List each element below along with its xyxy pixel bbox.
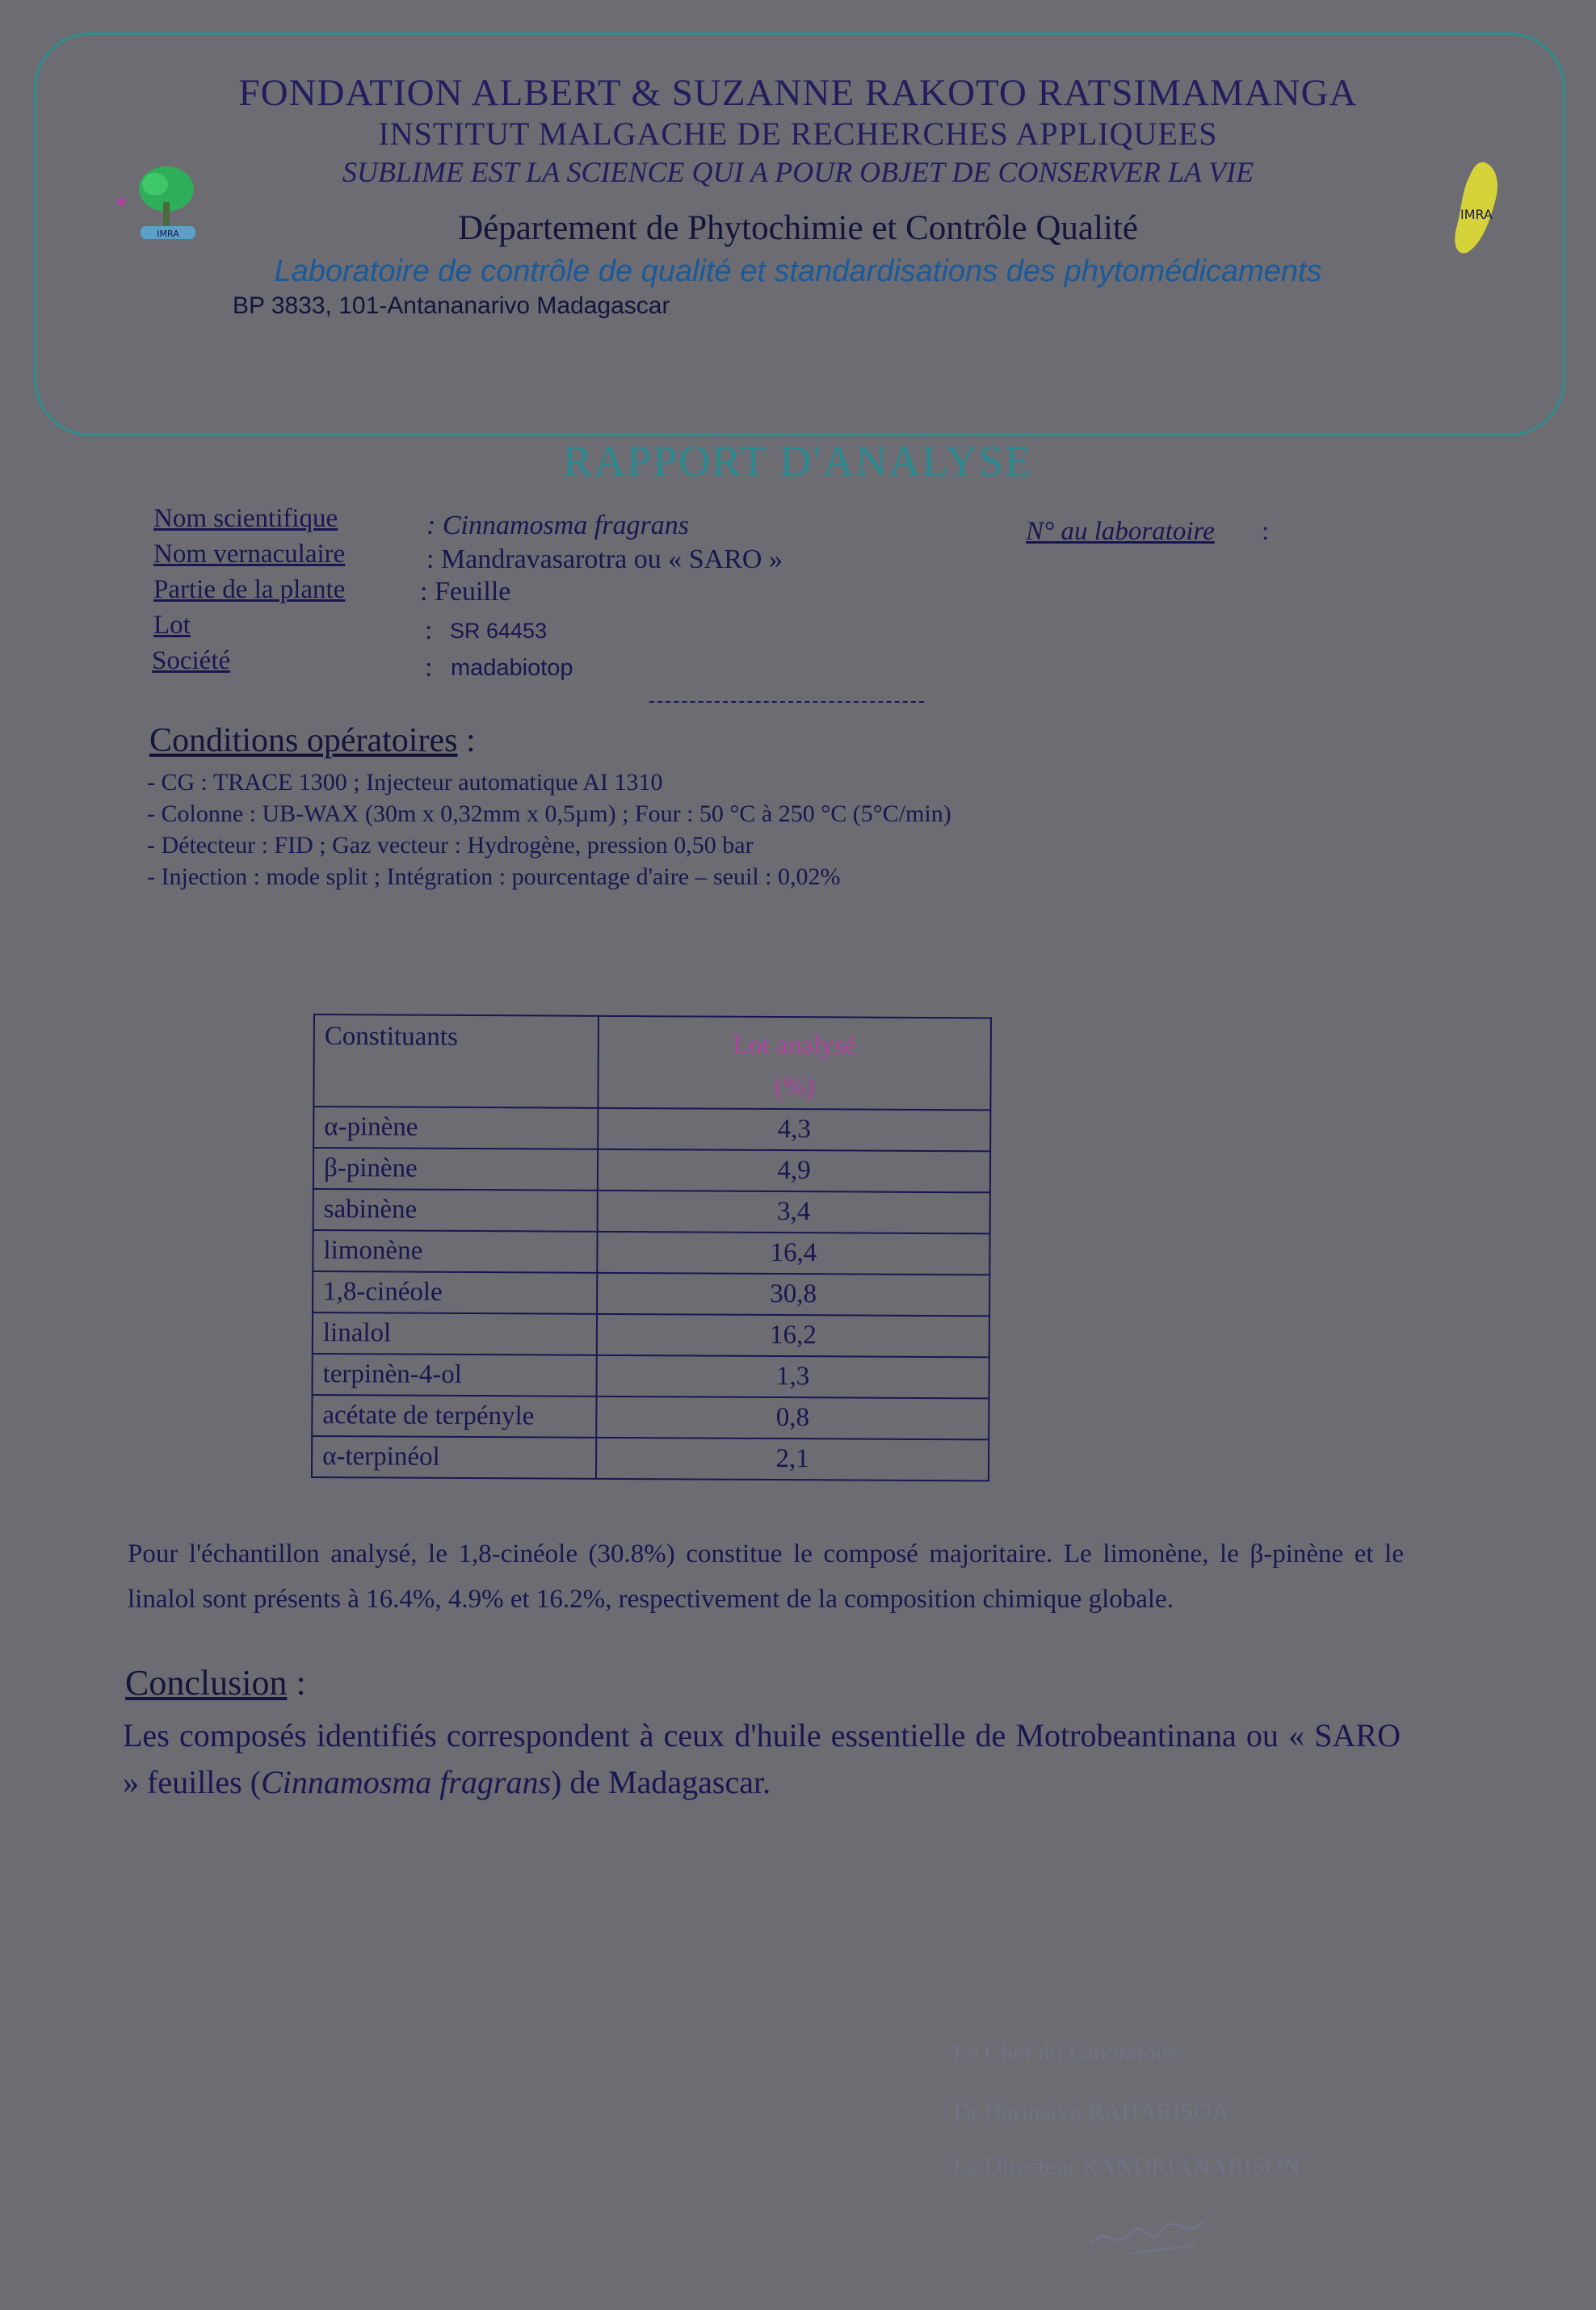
svg-text:IMRA: IMRA [1460,207,1493,222]
company-value: madabiotop [451,655,573,681]
department-name: Département de Phytochimie et Contrôle Qualité [458,209,1138,247]
constituent-name: α-pinène [313,1107,598,1149]
laboratory-name: Laboratoire de contrôle de qualité et standardisations des phytomédicaments [274,254,1322,288]
lot-colon: : [425,615,433,645]
conclusion-title [125,1662,306,1703]
column-header-lot [598,1016,991,1111]
company-colon: : [425,653,433,682]
svg-text:IMRA: IMRA [157,229,179,239]
report-title: RAPPORT D'ANALYSE [563,437,1033,485]
condition-line: - CG : TRACE 1300 ; Injecteur automatique AI 1310 [147,769,663,796]
signature-line: Le Chef du Laboratoire [953,2039,1182,2066]
plant-part-label: Partie de la plante [153,575,346,604]
conditions-title-colon: : [465,722,476,759]
conclusion-text-end: ) de Madagascar. [551,1764,771,1800]
constituent-name: limonène [313,1230,597,1273]
condition-line: - Détecteur : FID ; Gaz vecteur : Hydrogène, pression 0,50 bar [147,832,754,859]
table-row [313,1107,990,1151]
column-header-lot-unit: (%) [774,1072,815,1102]
scientific-name-value: : Cinnamosma fragrans [426,510,689,540]
column-header-constituents: Constituants [313,1014,598,1108]
constituent-value: 16,2 [597,1314,989,1358]
results-table [311,1014,992,1481]
lab-number-label: N° au laboratoire [1026,517,1215,546]
constituent-name: α-terpinéol [312,1436,596,1479]
conditions-title [149,721,476,760]
constituent-value: 16,4 [597,1232,989,1275]
constituent-value: 4,3 [598,1108,990,1152]
constituent-name: 1,8-cinéole [313,1271,597,1314]
table-row [313,1230,989,1275]
lot-label: Lot [153,611,191,640]
postal-address: BP 3833, 101-Antananarivo Madagascar [233,292,670,319]
constituent-value: 4,9 [598,1149,990,1193]
signature-line: Le Directeur RANDRIANARISON [953,2153,1300,2180]
table-row [313,1148,990,1192]
institute-motto: SUBLIME EST LA SCIENCE QUI A POUR OBJET DE CONSERVER LA VIE [342,156,1254,188]
plant-part-value: : Feuille [420,577,511,607]
table-row [312,1436,989,1480]
conclusion-text [123,1712,1401,1806]
vernacular-name-label: Nom vernaculaire [153,540,346,569]
table-row [312,1395,989,1439]
conclusion-species: Cinnamosma fragrans [261,1764,552,1800]
constituent-value: 1,3 [597,1355,989,1399]
column-header-lot-label: Lot analysé [733,1030,857,1060]
conclusion-title-colon: : [296,1663,306,1703]
table-row [313,1312,989,1357]
vernacular-name-value: : Mandravasarotra ou « SARO » [426,544,783,574]
institute-name: INSTITUT MALGACHE DE RECHERCHES APPLIQUEES [378,116,1218,152]
constituent-value: 0,8 [596,1396,989,1440]
tree-logo-icon [113,160,210,249]
condition-line: - Injection : mode split ; Intégration : pourcentage d'aire – seuil : 0,02% [147,863,841,890]
madagascar-map-logo-icon [1438,158,1518,262]
summary-paragraph: Pour l'échantillon analysé, le 1,8-cinéole (30.8%) constitue le composé majoritaire. Le limonène, le β-pinène et le linalol sont présents à 16.4%, 4.9% et 16.2%, respectivement de la composition chimique globale. [128,1539,1404,1614]
handwritten-signature-icon [1082,2197,1228,2270]
constituent-value: 30,8 [597,1273,989,1317]
signature-line: Dr Harinaivo RAHARISOA [953,2098,1229,2125]
condition-line: - Colonne : UB-WAX (30m x 0,32mm x 0,5µm) ; Four : 50 °C à 250 °C (5°C/min) [147,800,951,827]
table-row [313,1271,989,1316]
constituent-value: 2,1 [596,1438,989,1481]
conclusion-title-text: Conclusion [125,1663,288,1703]
company-label: Société [152,646,231,675]
constituent-name: linalol [313,1312,597,1355]
constituent-value: 3,4 [598,1191,990,1234]
lab-number-colon: : [1262,517,1270,546]
constituent-name: sabinène [313,1189,598,1232]
separator-line [649,701,924,703]
foundation-name: FONDATION ALBERT & SUZANNE RAKOTO RATSIMAMANGA [238,72,1358,114]
scientific-name-label: Nom scientifique [153,504,338,533]
constituent-name: acétate de terpényle [312,1395,596,1438]
table-header-row [313,1014,991,1110]
constituent-name: terpinèn-4-ol [313,1354,597,1396]
constituent-name: β-pinène [313,1148,598,1191]
lot-value: SR 64453 [450,619,548,643]
conclusion-text-start: Les composés identifiés correspondent à ceux d'huile essentielle de Motrobeantinana ou « SARO » feuilles ( [123,1717,1401,1800]
conditions-title-text: Conditions opératoires [149,722,458,759]
table-row [313,1189,990,1233]
table-row [313,1354,989,1398]
